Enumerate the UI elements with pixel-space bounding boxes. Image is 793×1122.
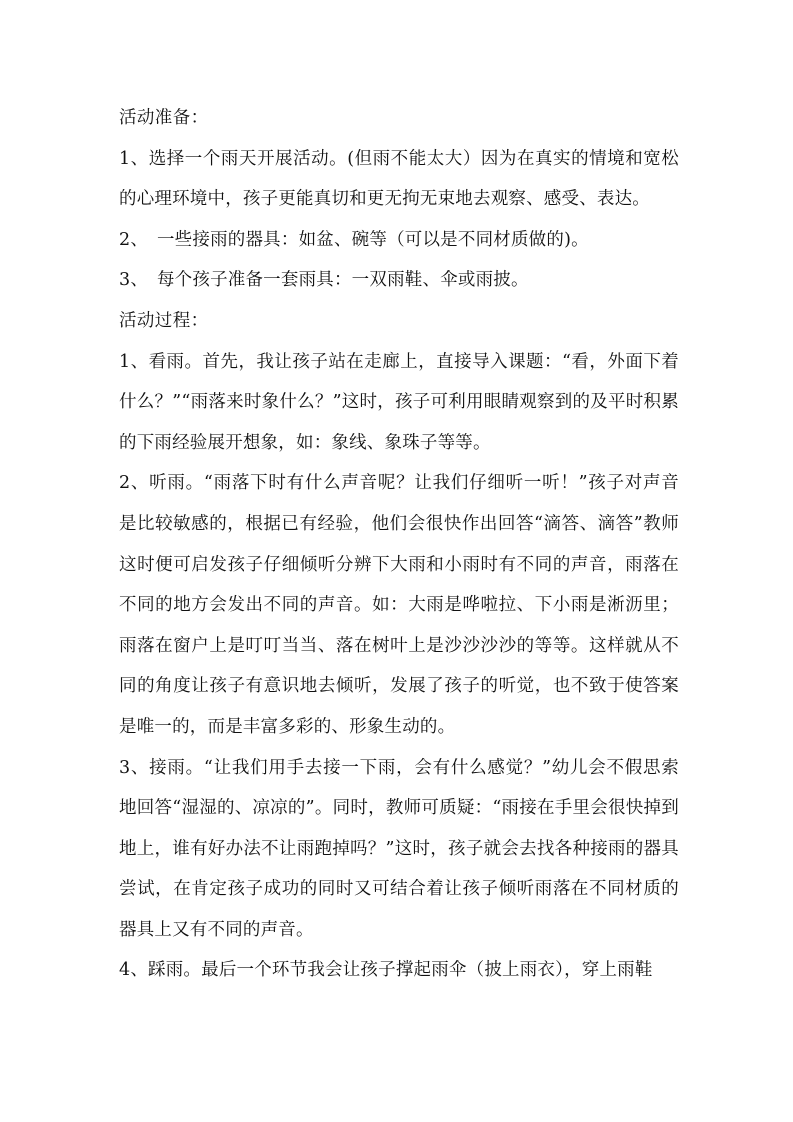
- preparation-item-2: 2、 一些接雨的器具：如盆、碗等（可以是不同材质做的)。: [119, 229, 589, 250]
- process-step-3: 3、接雨。“让我们用手去接一下雨，会有什么感觉？”幼儿会不假思索地回答“湿湿的、凉凉的”。同时，教师可质疑：“雨接在手里会很快掉到地上，谁有好办法不让雨跑掉吗？”这时，孩子就会去找各种接雨的器具尝试，在肯定孩子成功的同时又可结合着让孩子倾听雨落在不同材质的器具上又有不同的声音。: [119, 757, 679, 940]
- preparation-item-3: 3、 每个孩子准备一套雨具：一双雨鞋、伞或雨披。: [119, 270, 529, 291]
- preparation-item-1: 1、选择一个雨天开展活动。(但雨不能太大）因为在真实的情境和宽松的心理环境中，孩子更能真切和更无拘无束地去观察、感受、表达。: [119, 148, 679, 210]
- heading-activity-process: 活动过程：: [119, 310, 209, 331]
- heading-activity-preparation: 活动准备：: [119, 108, 209, 128]
- process-step-4: 4、踩雨。最后一个环节我会让孩子撑起雨伞（披上雨衣），穿上雨鞋: [119, 960, 653, 981]
- process-step-2: 2、听雨。“雨落下时有什么声音呢？让我们仔细听一听！”孩子对声音是比较敏感的，根据已有经验，他们会很快作出回答“滴答、滴答”教师这时便可启发孩子仔细倾听分辨下大雨和小雨时有不同的声音，雨落在不同的地方会发出不同的声音。如：大雨是哗啦拉、下小雨是淅沥里；雨落在窗户上是叮叮当当、落在树叶上是沙沙沙沙的等等。这样就从不同的角度让孩子有意识地去倾听，发展了孩子的听觉，也不致于使答案是唯一的，而是丰富多彩的、形象生动的。: [119, 473, 679, 737]
- process-step-1: 1、看雨。首先，我让孩子站在走廊上，直接导入课题：“看，外面下着什么？”“雨落来时象什么？”这时，孩子可利用眼睛观察到的及平时积累的下雨经验展开想象，如：象线、象珠子等等。: [119, 351, 679, 453]
- document-body: [119, 98, 679, 991]
